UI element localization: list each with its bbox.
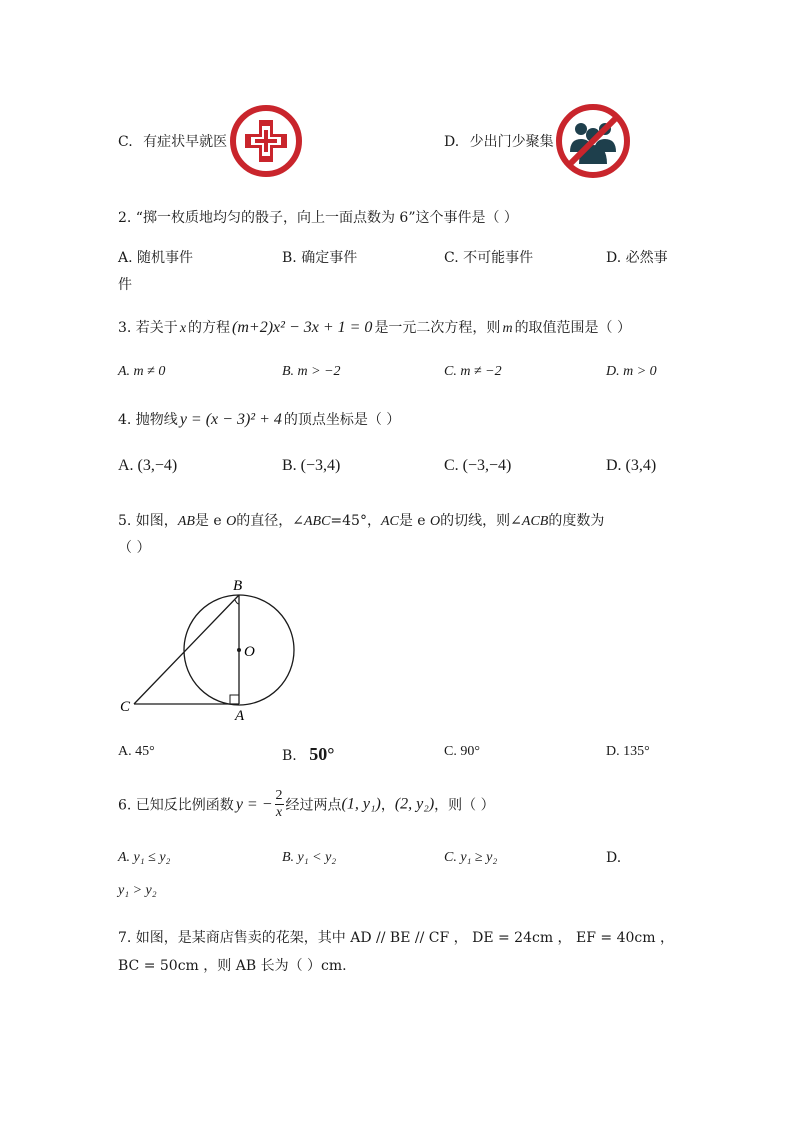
q5-seg-ab: AB <box>177 514 195 529</box>
q2-option-a: A. 随机事件 <box>118 250 194 266</box>
q3-stem <box>118 317 631 337</box>
q6-option-d: D. <box>606 850 622 866</box>
q3-text-1: 3. 若关于 <box>118 320 178 336</box>
q4-option-c: C. (−3,−4) <box>444 457 512 474</box>
q2-option-d: D. 必然事 <box>606 250 668 266</box>
center-point <box>237 648 241 652</box>
q5-text-2: 是 e <box>194 513 227 529</box>
q2-option-c: C. 不可能事件 <box>444 250 534 266</box>
segment-bc <box>134 595 239 704</box>
q3-var-x: x <box>179 321 187 336</box>
q6-option-b: B. y₁ < y₂ <box>282 850 337 865</box>
option-d-text: 少出门少聚集 <box>469 134 554 150</box>
q5-text-6: 的切线，则∠ <box>440 513 522 529</box>
q3-var-m: m <box>502 321 513 336</box>
right-angle-mark <box>230 695 239 704</box>
q3-option-b: B. m > −2 <box>282 364 341 379</box>
q4-text-2: 的顶点坐标是（ ） <box>283 412 401 428</box>
option-c-row <box>118 131 227 151</box>
q5-circle-o: O <box>226 514 237 529</box>
q5-option-b-value: 50° <box>309 744 335 764</box>
q5-angle-acb: ACB <box>521 514 549 529</box>
q5-stem-line2: （ ） <box>118 540 151 556</box>
q3-option-a: A. m ≠ 0 <box>118 364 166 379</box>
no-gathering-icon <box>554 102 632 180</box>
q7-stem-line1: 7. 如图，是某商店售卖的花架，其中 AD // BE // CF ， DE = 24cm ， EF = 40cm ， <box>118 930 674 946</box>
q5-text-3: 的直径，∠ <box>236 513 304 529</box>
q5-text-5: 是 e <box>398 513 431 529</box>
option-d-row <box>444 131 554 151</box>
q5-text-4: =45°， <box>330 513 381 529</box>
q3-option-c: C. m ≠ −2 <box>444 364 502 379</box>
q5-option-c: C. 90° <box>444 744 480 759</box>
q6-text-1: 6. 已知反比例函数 <box>118 797 234 814</box>
q3-equation: (m+2)x² − 3x + 1 = 0 <box>232 319 373 336</box>
q6-point-1: (1, y₁) <box>341 795 381 813</box>
q6-text-2: 经过两点 <box>285 797 342 814</box>
q5-option-b-label: B. <box>282 748 297 764</box>
label-c: C <box>120 699 131 715</box>
q6-equation-y: y = − <box>235 795 273 813</box>
q6-fraction-num: 2 <box>275 788 283 803</box>
q4-option-d: D. (3,4) <box>606 457 657 474</box>
q4-option-a: A. (3,−4) <box>118 457 178 474</box>
medical-cross-icon <box>229 104 303 178</box>
q3-text-2: 的方程 <box>188 320 231 336</box>
q5-seg-ac: AC <box>380 514 399 529</box>
label-o: O <box>244 644 255 660</box>
q5-stem <box>118 510 604 530</box>
q5-option-a: A. 45° <box>118 744 155 759</box>
q6-comma: ， <box>380 797 395 814</box>
q4-stem <box>118 409 400 429</box>
label-a: A <box>235 708 245 724</box>
q6-option-c: C. y₁ ≥ y₂ <box>444 850 498 865</box>
q6-text-3: ，则（ ） <box>434 797 495 814</box>
label-b: B <box>233 578 243 594</box>
q5-text-1: 5. 如图， <box>118 513 178 529</box>
q2-option-d-wrap: 件 <box>118 277 132 293</box>
q3-option-d: D. m > 0 <box>606 364 657 379</box>
q2-option-b: B. 确定事件 <box>282 250 358 266</box>
q5-option-b <box>282 744 334 765</box>
q5-circle-o-2: O <box>430 514 441 529</box>
q6-fraction <box>275 788 284 821</box>
q2-stem: 2. “掷一枚质地均匀的骰子，向上一面点数为 6”这个事件是（ ） <box>118 210 518 226</box>
q5-option-d: D. 135° <box>606 744 650 759</box>
q6-option-d-wrap: y₁ > y₂ <box>118 883 157 898</box>
q6-fraction-den: x <box>275 805 283 820</box>
q6-stem <box>118 788 495 828</box>
q6-point-2: (2, y₂) <box>394 795 435 813</box>
option-c-text: 有症状早就医 <box>143 134 228 150</box>
q3-text-3: 是一元二次方程，则 <box>374 320 501 336</box>
q4-text-1: 4. 抛物线 <box>118 412 178 428</box>
q4-option-b: B. (−3,4) <box>282 457 341 474</box>
option-d-label: D. <box>444 134 460 150</box>
q3-text-4: 的取值范围是（ ） <box>514 320 632 336</box>
q6-option-a: A. y₁ ≤ y₂ <box>118 850 171 865</box>
q4-equation: y = (x − 3)² + 4 <box>179 411 282 428</box>
q5-text-7: 的度数为 <box>548 513 605 529</box>
option-c-label: C. <box>118 134 133 150</box>
q5-figure <box>110 570 310 725</box>
q5-angle-abc: ABC <box>303 514 331 529</box>
q7-stem-line2: BC = 50cm ，则 AB 长为（ ）cm. <box>118 958 347 974</box>
